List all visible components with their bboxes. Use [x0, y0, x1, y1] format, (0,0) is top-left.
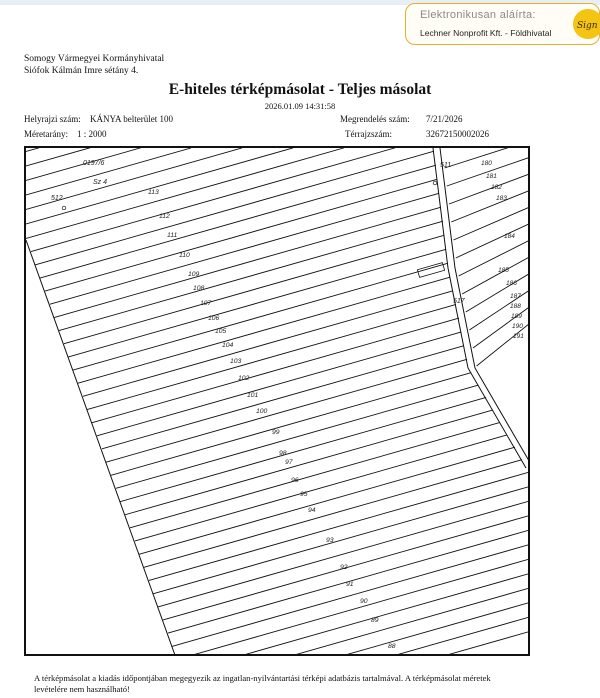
- parcel-boundary-line: [83, 291, 453, 396]
- corner-label: 511: [440, 162, 452, 169]
- parcel-boundary-line: [144, 460, 522, 568]
- corner-label: 0197/6: [83, 160, 105, 167]
- parcel-boundary-line: [45, 179, 437, 291]
- map-number-value: 32672150002026: [426, 129, 489, 139]
- parcel-boundary-line: [191, 602, 530, 656]
- parcel-boundary-line: [158, 500, 530, 607]
- right-plot-label: 187: [510, 293, 521, 300]
- plot-label: 97: [285, 459, 293, 466]
- plot-label: 107: [200, 300, 212, 307]
- plot-label: 90: [360, 598, 368, 605]
- survey-point-icon: [62, 206, 66, 210]
- parcel-boundary-line: [172, 544, 530, 647]
- plot-label: 96: [291, 477, 299, 484]
- map-number-label: Térrajzszám:: [345, 129, 392, 139]
- parcel-boundary-line: [92, 318, 459, 423]
- plot-label: 93: [326, 537, 334, 544]
- building-outline: [417, 263, 444, 278]
- corner-label: 517: [453, 298, 465, 305]
- parcel-boundary-line: [135, 435, 507, 541]
- office-name: Somogy Vármegyei Kormányhivatal: [24, 54, 165, 64]
- parcel-boundary-line: [26, 148, 191, 195]
- right-plot-label: 186: [506, 280, 517, 287]
- east-parcel-line: [459, 239, 530, 276]
- right-plot-label: 183: [496, 195, 507, 202]
- right-plot-label: 184: [504, 233, 515, 240]
- plot-label: 102: [238, 375, 250, 382]
- east-parcel-line: [462, 256, 530, 295]
- parcel-boundary-line: [26, 148, 90, 166]
- right-plot-label: 185: [498, 267, 509, 274]
- signature-label: Elektronikusan aláírta:: [420, 9, 536, 21]
- right-plot-label: 180: [481, 160, 492, 167]
- plot-label: 103: [230, 358, 242, 365]
- plot-label: 111: [167, 232, 178, 239]
- order-label: Megrendelés szám:: [340, 114, 410, 124]
- plot-label: 95: [300, 491, 308, 498]
- parcel-boundary-line: [26, 148, 39, 152]
- parcel-label: Helyrajzi szám:: [24, 114, 81, 124]
- parcel-boundary-line: [26, 148, 344, 239]
- right-plot-label: 182: [491, 184, 502, 191]
- plot-label: 91: [346, 581, 354, 588]
- parcel-boundary-line: [50, 193, 439, 304]
- signature-seal-icon: [573, 9, 600, 39]
- parcel-boundary-line: [153, 486, 530, 594]
- parcel-boundary-line: [35, 151, 434, 265]
- parcel-boundary-line: [68, 249, 446, 357]
- parcel-boundary-line: [177, 558, 530, 656]
- signature-badge[interactable]: [405, 3, 600, 45]
- right-plot-label: 181: [486, 173, 497, 180]
- parcel-boundary-line: [106, 359, 467, 462]
- scale-value: 1 : 2000: [77, 129, 107, 139]
- plot-label: 100: [256, 408, 268, 415]
- scale-label: Méretarány:: [24, 129, 68, 139]
- signature-signer: Lechner Nonprofit Kft. - Földhivatal: [420, 28, 552, 38]
- right-plot-label: 188: [510, 303, 521, 310]
- plot-label: 104: [222, 342, 234, 349]
- map-canvas: [26, 148, 530, 656]
- right-plot-label: 189: [511, 313, 522, 320]
- parcel-boundary-line: [120, 397, 486, 501]
- east-parcel-line: [456, 223, 530, 259]
- office-address: Siófok Kálmán Imre sétány 4.: [24, 66, 139, 76]
- parcel-boundary-line: [78, 277, 450, 383]
- parcel-boundary-line: [125, 410, 493, 515]
- plot-label: 105: [215, 328, 227, 335]
- right-plot-label: 190: [512, 323, 523, 330]
- order-value: 7/21/2026: [426, 114, 463, 124]
- parcel-boundary-line: [59, 221, 443, 330]
- corner-label: Sz 4: [93, 179, 108, 186]
- parcel-boundary-line: [54, 207, 441, 317]
- seal-text: Sign: [577, 21, 598, 31]
- plot-label: 92: [340, 564, 348, 571]
- footer-note: A térképmásolat a kiadás időpontjában megegyezik az ingatlan-nyilvántartási térképi adatbázis tartalmával. A térképmásolat méretek levételére nem használható!: [34, 673, 491, 694]
- plot-label: 94: [308, 507, 316, 514]
- plot-label: 88: [388, 643, 396, 650]
- plot-label: 101: [247, 392, 259, 399]
- plot-label: 89: [371, 617, 379, 624]
- parcel-boundary-line: [73, 263, 448, 370]
- parcel-boundary-line: [87, 304, 456, 409]
- cadastral-map[interactable]: [24, 146, 530, 656]
- plot-label: 110: [179, 252, 190, 259]
- plot-label: 106: [208, 315, 220, 322]
- plot-label: 109: [188, 271, 200, 278]
- timestamp: 2026.01.09 14:31:58: [264, 101, 336, 111]
- parcel-boundary-line: [64, 235, 444, 343]
- corner-label: 512: [51, 195, 63, 202]
- plot-label: 112: [159, 213, 170, 220]
- plot-label: 98: [279, 450, 287, 457]
- plot-label: 113: [148, 189, 159, 196]
- plot-label: 108: [193, 285, 205, 292]
- east-parcel-line: [454, 206, 531, 240]
- parcel-value: KÁNYA belterület 100: [90, 114, 173, 124]
- survey-point-icon: [433, 181, 437, 185]
- right-plot-label: 191: [513, 333, 524, 340]
- document-title: E-hiteles térképmásolat - Teljes másolat: [168, 81, 432, 98]
- plot-label: 99: [272, 429, 280, 436]
- east-parcel-line: [451, 190, 530, 223]
